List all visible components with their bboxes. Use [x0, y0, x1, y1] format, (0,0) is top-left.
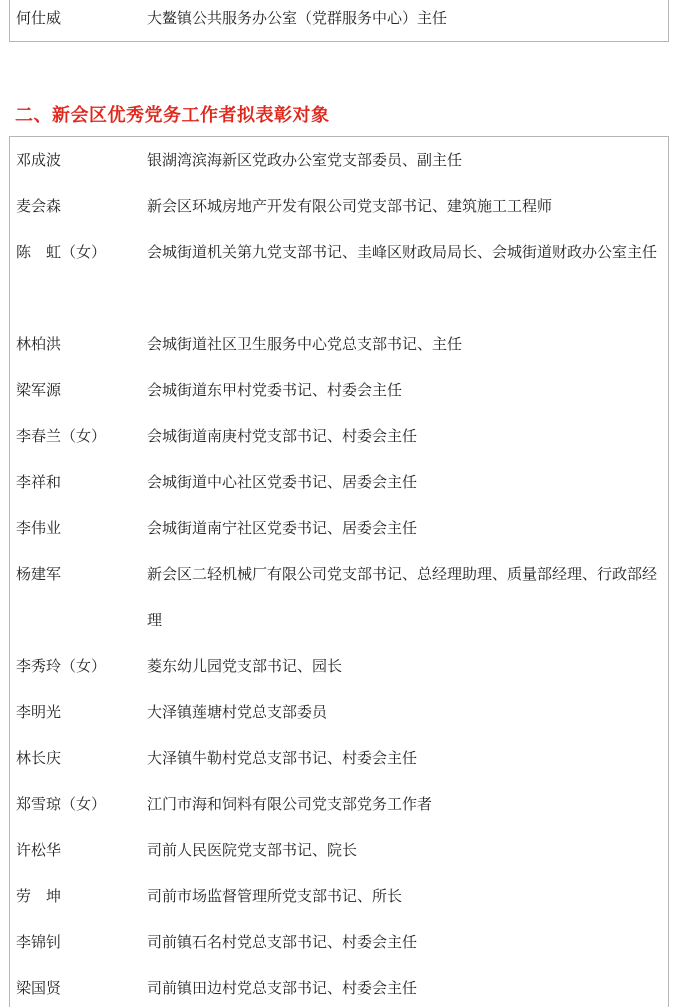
person-name: 梁军源	[16, 381, 62, 399]
table-row	[10, 827, 668, 873]
person-name: 何仕威	[16, 9, 62, 27]
person-title: 司前人民医院党支部书记、院长	[147, 841, 358, 859]
table-row	[10, 551, 668, 643]
table-row	[10, 505, 668, 551]
table-row	[10, 459, 668, 505]
person-title: 司前市场监督管理所党支部书记、所长	[147, 887, 403, 905]
person-title: 会城街道社区卫生服务中心党总支部书记、主任	[147, 335, 463, 353]
person-title: 司前镇田边村党总支部书记、村委会主任	[147, 979, 418, 997]
person-name: 许松华	[16, 841, 62, 859]
section-heading: 二、新会区优秀党务工作者拟表彰对象	[15, 105, 330, 126]
person-title: 大泽镇牛勒村党总支部书记、村委会主任	[147, 749, 418, 767]
person-name: 劳 坤	[16, 887, 62, 905]
person-name: 李春兰（女）	[16, 427, 107, 445]
table-row	[10, 229, 668, 321]
person-title: 新会区二轻机械厂有限公司党支部书记、总经理助理、质量部经理、行政部经理	[147, 565, 658, 629]
person-name: 麦会森	[16, 197, 62, 215]
person-name: 李明光	[16, 703, 62, 721]
person-title: 会城街道机关第九党支部书记、圭峰区财政局局长、会城街道财政办公室主任	[147, 243, 658, 261]
person-name: 杨建军	[16, 565, 62, 583]
person-title: 会城街道东甲村党委书记、村委会主任	[147, 381, 403, 399]
person-title: 银湖湾滨海新区党政办公室党支部委员、副主任	[147, 151, 463, 169]
person-title: 江门市海和饲料有限公司党支部党务工作者	[147, 795, 433, 813]
person-title: 会城街道南宁社区党委书记、居委会主任	[147, 519, 418, 537]
person-name: 李祥和	[16, 473, 62, 491]
previous-section-table	[9, 0, 669, 42]
person-name: 林长庆	[16, 749, 62, 767]
table-row	[10, 873, 668, 919]
table-row	[10, 137, 668, 183]
table-row	[10, 321, 668, 367]
table-row	[10, 735, 668, 781]
table-row	[10, 965, 668, 1007]
person-name: 邓成波	[16, 151, 62, 169]
person-name: 郑雪琼（女）	[16, 795, 107, 813]
person-title: 会城街道中心社区党委书记、居委会主任	[147, 473, 418, 491]
person-title: 新会区环城房地产开发有限公司党支部书记、建筑施工工程师	[147, 197, 553, 215]
table-row	[10, 183, 668, 229]
person-name: 林柏洪	[16, 335, 62, 353]
person-name: 陈 虹（女）	[16, 243, 107, 261]
person-title: 菱东幼儿园党支部书记、园长	[147, 657, 343, 675]
person-title: 会城街道南庚村党支部书记、村委会主任	[147, 427, 418, 445]
person-name: 李锦钊	[16, 933, 62, 951]
table-row	[10, 643, 668, 689]
person-title: 大鳌镇公共服务办公室（党群服务中心）主任	[147, 9, 448, 27]
person-name: 梁国贤	[16, 979, 62, 997]
table-row	[10, 919, 668, 965]
table-row	[10, 781, 668, 827]
person-title: 大泽镇莲塘村党总支部委员	[147, 703, 328, 721]
person-name: 李秀玲（女）	[16, 657, 107, 675]
person-name: 李伟业	[16, 519, 62, 537]
honoree-table	[9, 136, 669, 1007]
table-row	[10, 413, 668, 459]
table-row	[10, 367, 668, 413]
person-title: 司前镇石名村党总支部书记、村委会主任	[147, 933, 418, 951]
table-row	[10, 689, 668, 735]
